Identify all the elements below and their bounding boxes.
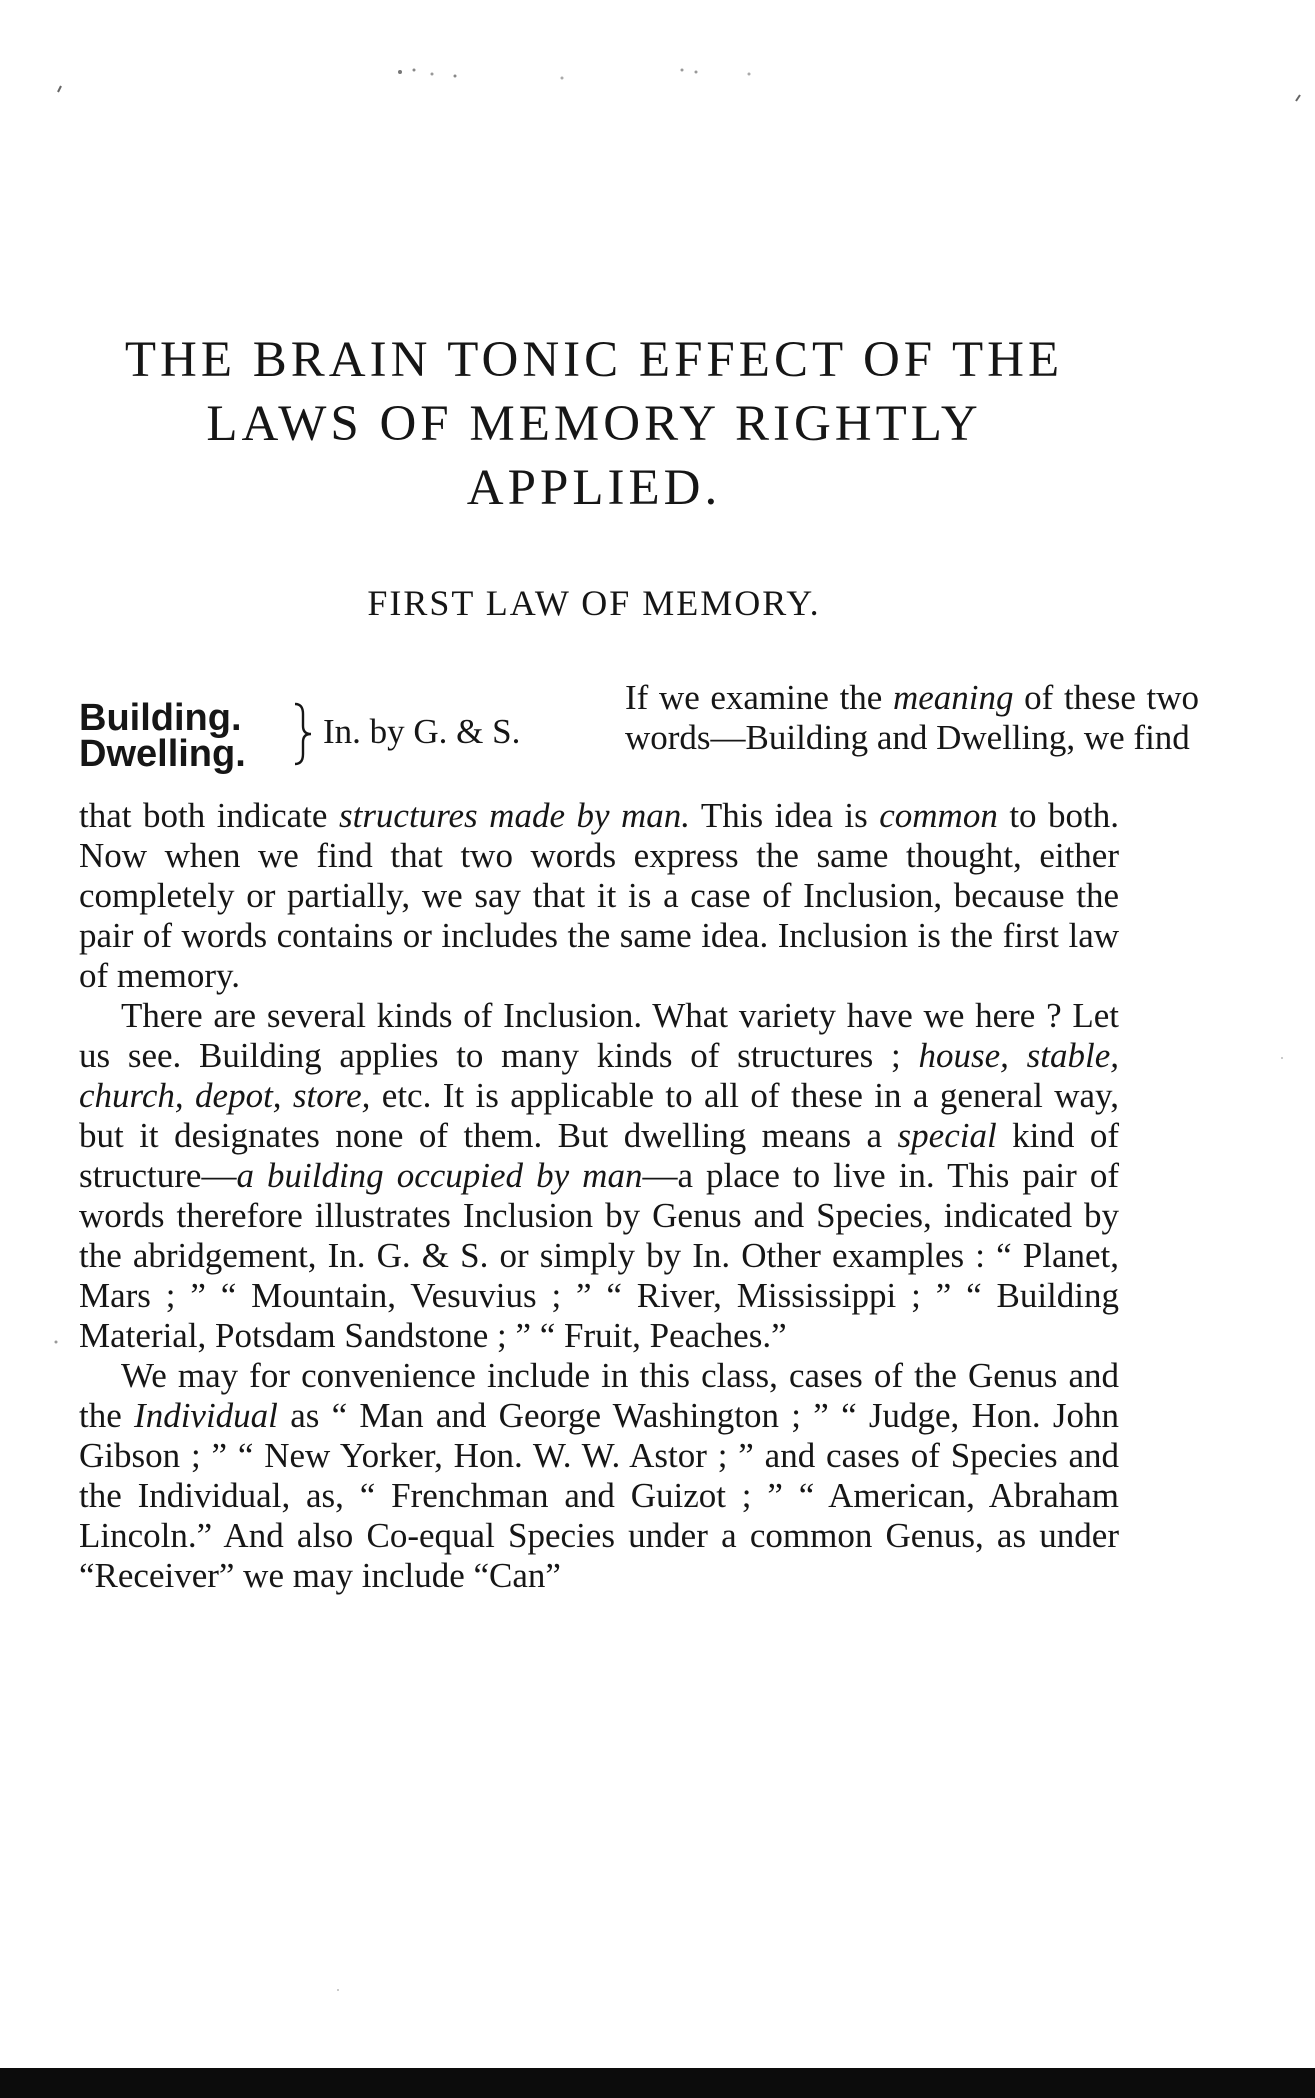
text-run: to both. Now when we find that two words express the same thought, either completely or partially, we say that it is a case of Inclusion, because the pair of words contains or includes the same idea. Inclusion is the first law of memory.	[79, 796, 1120, 995]
italic-run: a building occupied by man	[236, 1156, 643, 1195]
section-heading: FIRST LAW OF MEMORY.	[367, 583, 821, 623]
word-building: Building.	[79, 697, 242, 739]
text-run: If we examine the	[625, 678, 893, 717]
text-run: —a place to live in. This pair of words therefore illustrates Inclusion by Genus and Species, indicated by the abridgement, In. G. & S. or simply by In. Other examples : “ Planet, Mars ; ” “ Mountain, Vesuvius ; ” “ River, Mississippi ; ” “ Building Material, Potsdam Sandstone ; ” “ Fruit, Peaches.”	[79, 1156, 1119, 1355]
text-run: We may for convenience include in this class, cases of the Genus and the	[79, 1356, 1119, 1435]
text-run: as “ Man and George Washington ; ” “ Judge, Hon. John Gibson ; ” “ New Yorker, Hon. W. W. Astor ; ” and cases of Species and the Individual, as, “ Frenchman and Guizot ; ” “ American, Abraham Lincoln.” And also Co-equal Species under a common Genus, as under “Receiver” we may include “Can”	[79, 1396, 1120, 1595]
intro-paragraph	[625, 678, 1199, 758]
title-line-2: LAWS OF MEMORY RIGHTLY	[206, 396, 982, 452]
text-run: etc. It is applicable to all of these in a general way, but it designates none of them. But dwelling means a	[79, 1076, 1119, 1155]
italic-run: Individual	[134, 1396, 278, 1435]
intro-block	[79, 672, 1199, 802]
brace-icon	[291, 702, 315, 766]
italic-run: structures made by man.	[338, 796, 691, 835]
paragraph-2	[79, 996, 1119, 1356]
text-run: that both indicate	[79, 796, 339, 835]
paragraph-1	[79, 796, 1119, 996]
page-title	[60, 328, 1128, 520]
text-run: This idea is	[690, 796, 880, 835]
scan-edge-bar	[0, 2068, 1315, 2098]
paragraph-3	[79, 1356, 1119, 1596]
body-text	[79, 796, 1119, 1596]
title-line-1: THE BRAIN TONIC EFFECT OF THE	[124, 332, 1064, 388]
italic-run: common	[879, 796, 998, 835]
word-dwelling: Dwelling.	[79, 733, 246, 775]
italic-run: special	[897, 1116, 997, 1155]
text-run: kind of structure—	[79, 1116, 1119, 1195]
text-run: There are several kinds of Inclusion. What variety have we here ? Let us see. Building applies to many kinds of structures ;	[79, 996, 1119, 1075]
title-line-3: APPLIED.	[466, 460, 722, 516]
italic-run: house, stable, church, depot, store,	[79, 1036, 1119, 1115]
italic-run: meaning	[892, 678, 1014, 717]
word-pair	[79, 697, 299, 775]
relation-abbreviation: In. by G. & S.	[323, 712, 521, 751]
text-run: of these two words—Building and Dwelling, we find	[625, 678, 1199, 757]
